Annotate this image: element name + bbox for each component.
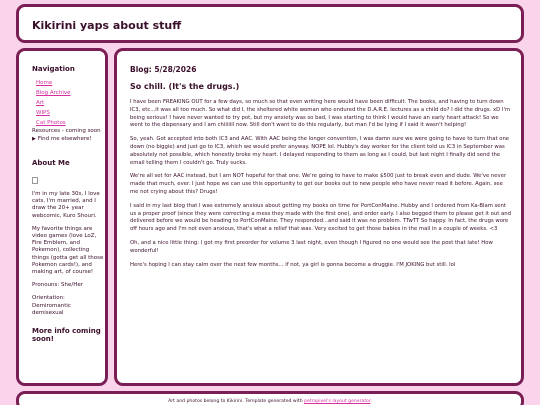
about-paragraph: My favorite things are video games (love LoZ, Fire Emblem, and Pokemon), collecting things (gotta get all those Pokemon cards!), and making art, of course! <box>32 225 104 276</box>
post-paragraph: So, yeah. Got accepted into both IC3 and AAC. With AAC being the longer convention, I was damn sure we were going to have to turn that one down (no biggie) and just go to IC3, which we would prefer anyway. NOPE lol. Hubby's day worker for the client told us IC3 in September was absolutely not possible, which honestly broke my heart. I delayed responding to them as long as I could, but last night I finally did send the email telling them I couldn't go. Truly sucks. <box>130 136 510 166</box>
post-paragraph: Oh, and a nice little thing: I got my first preorder for volume 3 last night, even though I figured no one would see the post that late! How wonderful! <box>130 239 493 254</box>
nav-link-wips[interactable]: WIPS <box>36 110 50 116</box>
site-title: Kikirini yaps about stuff <box>32 19 182 32</box>
disclosure-triangle-icon: ▶ <box>32 136 36 142</box>
layout-generator-link[interactable]: petrapixel's layout generator <box>304 399 371 404</box>
sidebar <box>16 48 108 386</box>
nav-link-blog-archive[interactable]: Blog Archive <box>36 90 71 96</box>
site-header <box>16 4 524 43</box>
post-paragraph: I said in my last blog that I was extremely anxious about getting my books on time for PortConMaine. Hubby and I ordered from Ka-Blam sent us a proper proof (since they were correcting a mess they made with the first one), and order early. I also begged them to please get it out and delivered before we would be heading to PortConMaine. They responded...and said it was no problem. TTwTT So happy. In fact, the drugs wore off hours ago and I'm not even anxious, that's what a relief that was. Very excited to get those babies in the mail in a couple of weeks. <3 <box>130 202 511 233</box>
about-paragraph: I'm in my late 30s, I love cats, I'm married, and I draw the 20+ year webcomic, Kuro Shouri. <box>32 191 100 219</box>
footer-end: . <box>370 399 372 404</box>
broken-image-icon <box>32 177 38 184</box>
find-me-toggle[interactable] <box>32 135 104 143</box>
navigation-menu <box>32 78 104 128</box>
post-paragraph: Here's hoping I can stay calm over the next few months... if not, ya girl is gonna become a druggie. I'M JOKING but still. lol <box>130 261 456 268</box>
resources-note: Resources - coming soon <box>32 128 101 134</box>
more-info-heading: More info coming soon! <box>32 327 101 344</box>
footer-credit <box>19 399 521 404</box>
post-paragraph: We're all set for AAC instead, but I am NOT hopeful for that one. We're going to have to make $500 just to break even and dude. We've never made that much, ever. I just hope we can use this opportunity to get our books out to new people who have never read it before. Again, see me not crying about this? Drugs! <box>130 173 507 195</box>
main-content <box>114 48 524 386</box>
find-me-label: Find me elsewhere! <box>37 136 92 142</box>
post-paragraph: I have been FREAKING OUT for a few days, so much so that even writing here would have been difficult. The books, and having to turn down IC3, etc...it was all too much. So what did I, the sheltered white woman who endured the D.A.R.E. lectures as a child do? I did the drugs. xD I'm being serious! I have never wanted to try pot, but my anxiety was so bad, I was starting to think I would have an early heart attack! So we went to the dispensary and I am chiiiiill now. Still don't want to do this regularly, but man I'd be lying if I said it wasn't helping! <box>130 99 511 129</box>
post-date-heading: Blog: 5/28/2026 <box>130 65 197 74</box>
orientation-text: Orientation: Demiromantic demisexual <box>32 295 71 316</box>
nav-link-art[interactable]: Art <box>36 100 45 106</box>
site-footer <box>16 391 524 405</box>
post-title: So chill. (It's the drugs.) <box>130 82 240 91</box>
footer-text: Art and photos belong to Kikirini. Template generated with <box>168 399 303 404</box>
pronouns-text: Pronouns: She/Her <box>32 282 84 289</box>
nav-link-cat-photos[interactable]: Cat Photos <box>36 120 66 126</box>
navigation-heading: Navigation <box>32 65 75 73</box>
about-heading: About Me <box>32 159 70 167</box>
nav-link-home[interactable]: Home <box>36 80 53 86</box>
